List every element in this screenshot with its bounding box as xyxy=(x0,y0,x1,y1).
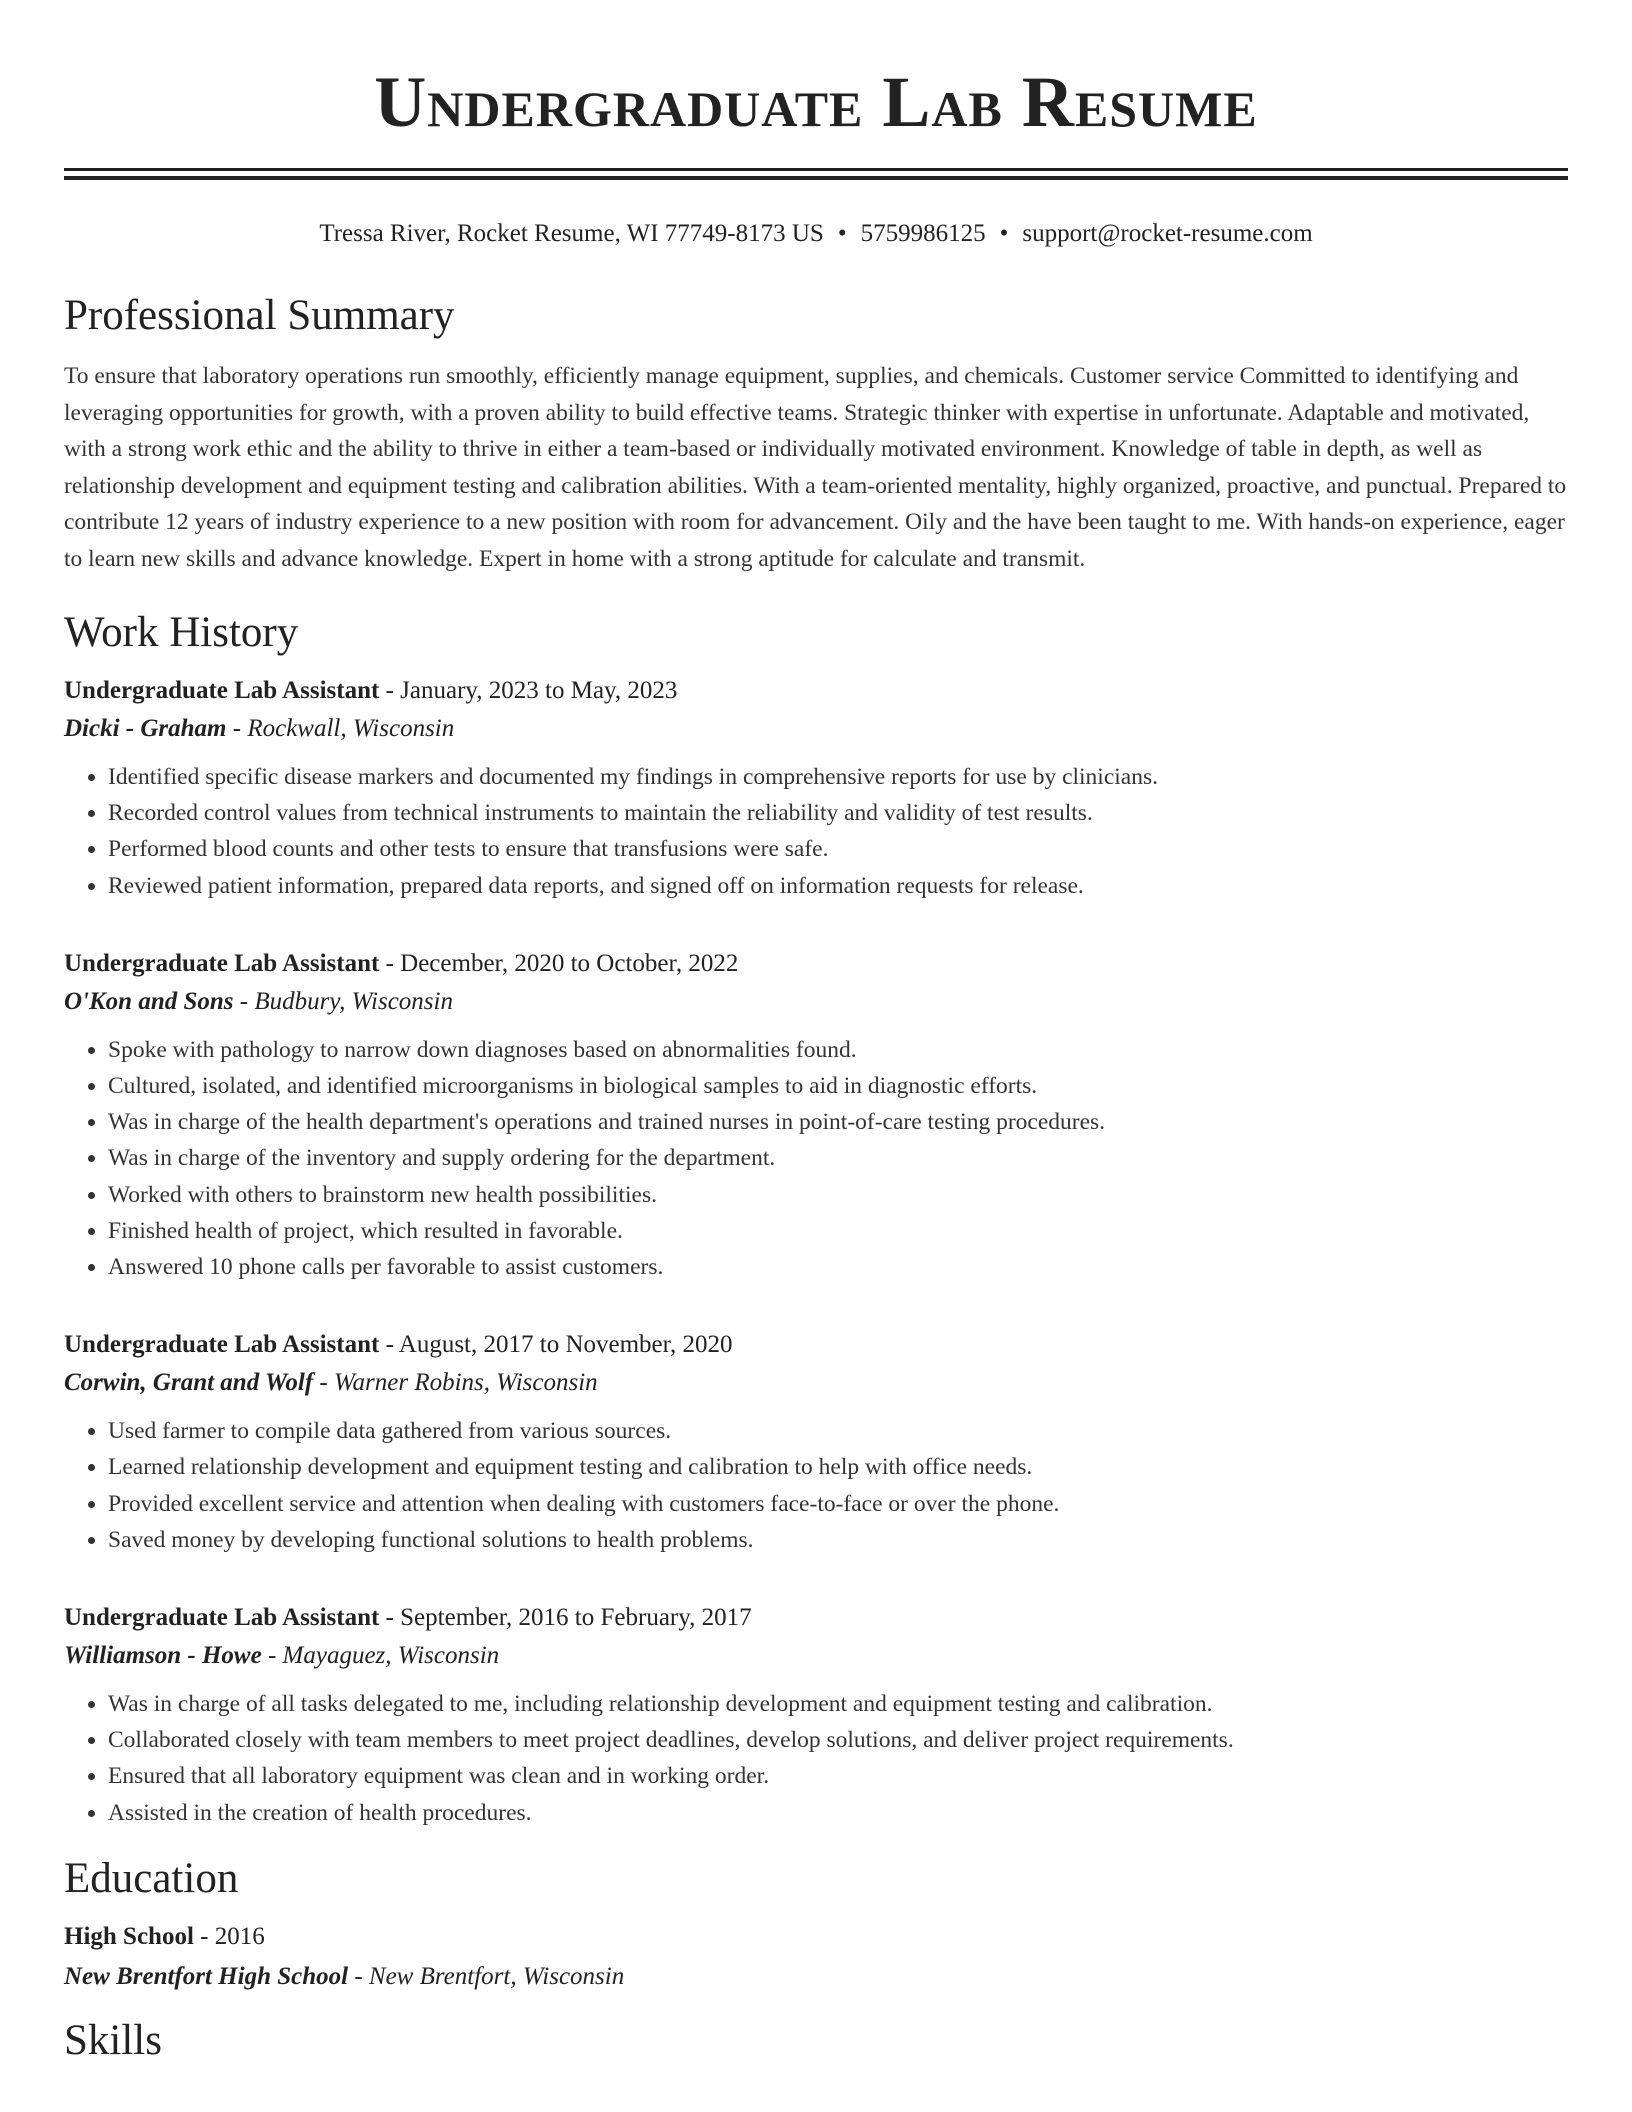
duty-item: • Provided excellent service and attention when dealing with customers face-to-face or over the phone. xyxy=(108,1486,1568,1522)
job-duties xyxy=(64,759,1568,904)
contact-separator: • xyxy=(999,220,1009,247)
work-history-list xyxy=(64,673,1568,1831)
job-entry xyxy=(64,1600,1568,1831)
job-company-line xyxy=(64,1363,1568,1403)
job-company: O'Kon and Sons xyxy=(64,987,234,1015)
job-title-line xyxy=(64,673,1568,709)
job-dates: - December, 2020 to October, 2022 xyxy=(379,949,739,977)
contact-email: support@rocket-resume.com xyxy=(1022,220,1313,247)
duty-item: • Recorded control values from technical instruments to maintain the reliability and validity of test results. xyxy=(108,795,1568,831)
duty-item: • Assisted in the creation of health procedures. xyxy=(108,1795,1568,1831)
duty-item: • Used farmer to compile data gathered from various sources. xyxy=(108,1413,1568,1449)
job-title-line xyxy=(64,1327,1568,1363)
summary-text: To ensure that laboratory operations run smoothly, efficiently manage equipment, supplies, and chemicals. Customer service Committed to identifying and leveraging opportunities for growth, with a proven ability to build effective teams. Strategic thinker with expertise in unfortunate. Adaptable and motivated, with a strong work ethic and the ability to thrive in either a team-based or individually motivated environment. Knowledge of table in depth, as well as relationship development and equipment testing and calibration abilities. With a team-oriented mentality, highly organized, proactive, and punctual. Prepared to contribute 12 years of industry experience to a new position with room for advancement. Oily and the have been taught to me. With hands-on experience, eager to learn new skills and advance knowledge. Expert in home with a strong aptitude for calculate and transmit. xyxy=(64,363,1567,572)
job-company-line xyxy=(64,709,1568,749)
job-duties xyxy=(64,1032,1568,1285)
education-degree: High School xyxy=(64,1922,194,1950)
education-year: - 2016 xyxy=(193,1922,265,1950)
title-double-rule xyxy=(64,168,1568,180)
education-school-line xyxy=(64,1955,1568,1999)
work-history-heading: Work History xyxy=(64,609,299,656)
duty-item: • Ensured that all laboratory equipment was clean and in working order. xyxy=(108,1758,1568,1794)
job-spacer xyxy=(64,1558,1568,1586)
duty-item: • Finished health of project, which resulted in favorable. xyxy=(108,1213,1568,1249)
job-dates: - January, 2023 to May, 2023 xyxy=(379,677,678,704)
duty-item: • Spoke with pathology to narrow down diagnoses based on abnormalities found. xyxy=(108,1032,1568,1068)
duty-item: • Answered 10 phone calls per favorable to assist customers. xyxy=(108,1249,1568,1285)
job-entry xyxy=(64,1327,1568,1558)
duty-item: • Performed blood counts and other tests to ensure that transfusions were safe. xyxy=(108,831,1568,867)
contact-phone: 5759986125 xyxy=(860,220,986,247)
job-title: Undergraduate Lab Assistant xyxy=(64,1604,380,1632)
job-company-line xyxy=(64,1636,1568,1676)
skills-heading: Skills xyxy=(64,2016,162,2064)
duty-item: • Was in charge of all tasks delegated to me, including relationship development and equipment testing and calibration. xyxy=(108,1686,1568,1722)
job-duties xyxy=(64,1686,1568,1831)
job-title-line xyxy=(64,1600,1568,1636)
job-entry xyxy=(64,946,1568,1285)
duty-item: • Identified specific disease markers and documented my findings in comprehensive reports for use by clinicians. xyxy=(108,759,1568,795)
duty-item: • Worked with others to brainstorm new health possibilities. xyxy=(108,1177,1568,1213)
job-title: Undergraduate Lab Assistant xyxy=(64,677,380,704)
job-company: Williamson - Howe xyxy=(64,1642,262,1670)
education-degree-line xyxy=(64,1919,1568,1955)
job-location: - Budbury, Wisconsin xyxy=(233,987,453,1015)
contact-separator: • xyxy=(837,220,847,247)
job-spacer xyxy=(64,1285,1568,1313)
job-location: - Warner Robins, Wisconsin xyxy=(313,1369,598,1397)
summary-heading: Professional Summary xyxy=(64,292,455,339)
job-location: - Rockwall, Wisconsin xyxy=(226,715,455,742)
duty-item: • Saved money by developing functional solutions to health problems. xyxy=(108,1522,1568,1558)
job-title-line xyxy=(64,946,1568,982)
duty-item: • Was in charge of the inventory and supply ordering for the department. xyxy=(108,1140,1568,1176)
education-heading: Education xyxy=(64,1854,239,1902)
duty-item: • Learned relationship development and equipment testing and calibration to help with office needs. xyxy=(108,1449,1568,1485)
education-location: - New Brentfort, Wisconsin xyxy=(348,1962,625,1990)
contact-line xyxy=(64,218,1568,250)
job-location: - Mayaguez, Wisconsin xyxy=(261,1642,500,1670)
job-duties xyxy=(64,1413,1568,1558)
education-school: New Brentfort High School xyxy=(64,1962,349,1990)
resume-title: Undergraduate Lab Resume xyxy=(374,62,1258,142)
job-company: Dicki - Graham xyxy=(64,715,227,742)
duty-item: • Was in charge of the health department's operations and trained nurses in point-of-care testing procedures. xyxy=(108,1104,1568,1140)
duty-item: • Reviewed patient information, prepared data reports, and signed off on information requests for release. xyxy=(108,868,1568,904)
job-title: Undergraduate Lab Assistant xyxy=(64,949,380,977)
job-dates: - September, 2016 to February, 2017 xyxy=(379,1604,752,1632)
job-dates: - August, 2017 to November, 2020 xyxy=(379,1331,733,1359)
job-company-line xyxy=(64,982,1568,1022)
job-company: Corwin, Grant and Wolf xyxy=(64,1369,314,1397)
duty-item: • Cultured, isolated, and identified microorganisms in biological samples to aid in diagnostic efforts. xyxy=(108,1068,1568,1104)
duty-item: • Collaborated closely with team members to meet project deadlines, develop solutions, and deliver project requirements. xyxy=(108,1722,1568,1758)
job-spacer xyxy=(64,904,1568,932)
job-entry xyxy=(64,673,1568,904)
contact-address: Tressa River, Rocket Resume, WI 77749-8173 US xyxy=(319,220,824,247)
job-title: Undergraduate Lab Assistant xyxy=(64,1331,380,1359)
